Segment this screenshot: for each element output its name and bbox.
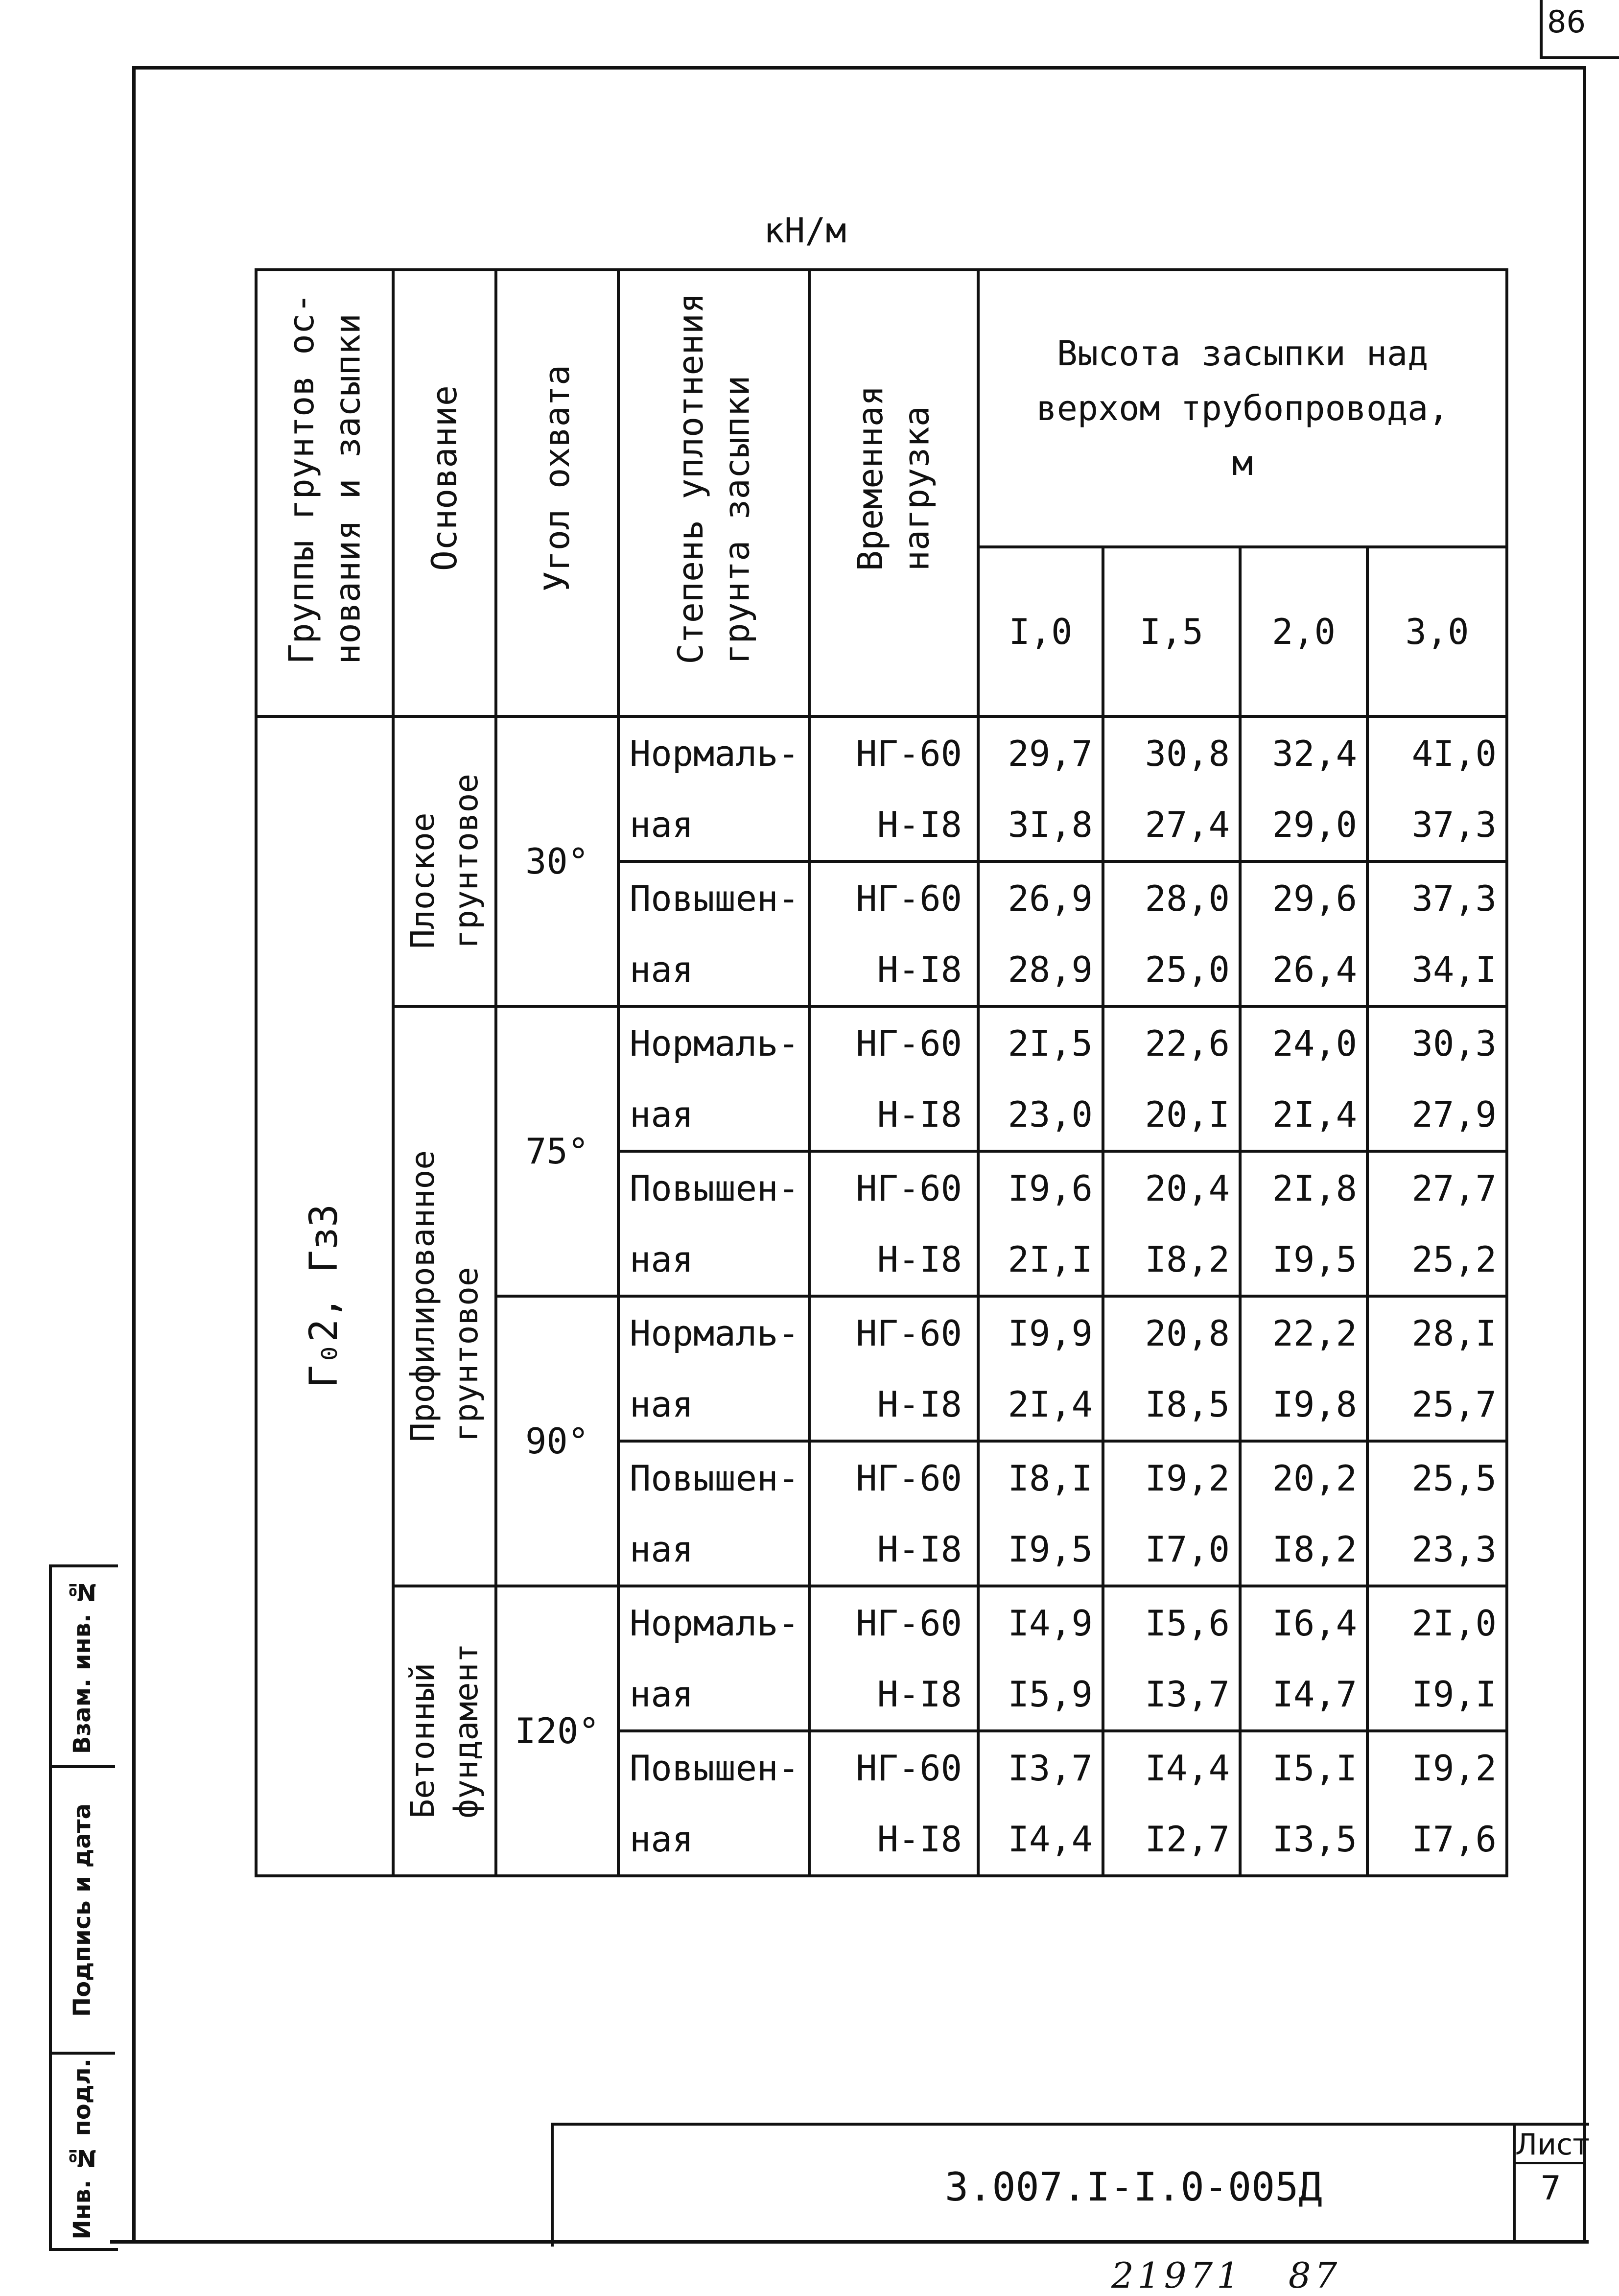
base-label: Бетонный фундамент bbox=[403, 1643, 485, 1819]
value-cell: 3I,8 bbox=[978, 789, 1103, 861]
header-group bbox=[256, 270, 393, 716]
value-cell: 22,6 bbox=[1103, 1006, 1240, 1079]
value-cell: 4I,0 bbox=[1367, 716, 1507, 789]
compaction-cell: Нормаль- bbox=[618, 716, 809, 789]
compaction-cell: Нормаль- bbox=[618, 1586, 809, 1658]
compaction-cell: ная bbox=[618, 1803, 809, 1876]
sheet-value: 7 bbox=[1540, 2169, 1562, 2208]
load-cell: НГ-60 bbox=[809, 1586, 978, 1658]
value-cell: 26,9 bbox=[978, 861, 1103, 934]
value-cell: I6,4 bbox=[1240, 1586, 1367, 1658]
base-cell-2 bbox=[393, 1006, 496, 1586]
value-cell: 26,4 bbox=[1240, 934, 1367, 1006]
value-cell: 29,7 bbox=[978, 716, 1103, 789]
value-cell: I3,7 bbox=[978, 1731, 1103, 1803]
value-cell: I3,5 bbox=[1240, 1803, 1367, 1876]
load-cell: НГ-60 bbox=[809, 1296, 978, 1369]
value-cell: I4,7 bbox=[1240, 1658, 1367, 1731]
load-cell: Н-I8 bbox=[809, 934, 978, 1006]
document-code: 3.007.I-I.0-005Д bbox=[945, 2164, 1322, 2210]
sheet-number: 86 bbox=[1547, 4, 1586, 40]
compaction-cell: Повышен- bbox=[618, 1441, 809, 1514]
compaction-cell: Повышен- bbox=[618, 1731, 809, 1803]
inv-orig-label: Инв. № подл. bbox=[68, 2058, 96, 2240]
value-cell: I5,I bbox=[1240, 1731, 1367, 1803]
signature-date-label: Подпись и дата bbox=[68, 1803, 96, 2017]
load-cell: Н-I8 bbox=[809, 1079, 978, 1151]
angle-cell-4: I20° bbox=[496, 1586, 618, 1876]
header-angle-text: Угол охвата bbox=[537, 365, 577, 592]
header-base-text: Основание bbox=[424, 385, 465, 571]
value-cell: 25,5 bbox=[1367, 1441, 1507, 1514]
base-cell-3 bbox=[393, 1586, 496, 1876]
table-row bbox=[256, 716, 1507, 789]
header-load bbox=[809, 270, 978, 716]
group-value: Г₀2, Гз3 bbox=[302, 1204, 347, 1388]
value-cell: 27,9 bbox=[1367, 1079, 1507, 1151]
value-cell: I4,4 bbox=[1103, 1731, 1240, 1803]
compaction-cell: Повышен- bbox=[618, 861, 809, 934]
compaction-cell: Нормаль- bbox=[618, 1296, 809, 1369]
header-height-3: 2,0 bbox=[1240, 547, 1367, 716]
header-height-1: I,0 bbox=[978, 547, 1103, 716]
angle-cell-3: 90° bbox=[496, 1296, 618, 1586]
value-cell: I8,5 bbox=[1103, 1369, 1240, 1441]
side-stamp-cell-orig bbox=[49, 2055, 115, 2243]
value-cell: 2I,I bbox=[978, 1224, 1103, 1296]
value-cell: 30,8 bbox=[1103, 716, 1240, 789]
value-cell: 29,6 bbox=[1240, 861, 1367, 934]
value-cell: I5,9 bbox=[978, 1658, 1103, 1731]
value-cell: 2I,4 bbox=[1240, 1079, 1367, 1151]
compaction-cell: ная bbox=[618, 789, 809, 861]
value-cell: I7,6 bbox=[1367, 1803, 1507, 1876]
value-cell: 25,7 bbox=[1367, 1369, 1507, 1441]
header-group-text: Группы грунтов ос- нования и засыпки bbox=[281, 292, 368, 664]
compaction-cell: Повышен- bbox=[618, 1151, 809, 1224]
value-cell: I9,5 bbox=[1240, 1224, 1367, 1296]
value-cell: I8,2 bbox=[1240, 1514, 1367, 1586]
value-cell: 25,2 bbox=[1367, 1224, 1507, 1296]
group-cell bbox=[256, 716, 393, 1876]
value-cell: I4,4 bbox=[978, 1803, 1103, 1876]
table-row bbox=[256, 1006, 1507, 1079]
compaction-cell: ная bbox=[618, 1224, 809, 1296]
frame-right-line bbox=[1583, 66, 1586, 2244]
angle-cell-1: 30° bbox=[496, 716, 618, 1006]
value-cell: 32,4 bbox=[1240, 716, 1367, 789]
compaction-cell: Нормаль- bbox=[618, 1006, 809, 1079]
compaction-cell: ная bbox=[618, 1369, 809, 1441]
header-height-2: I,5 bbox=[1103, 547, 1240, 716]
table-row bbox=[256, 1586, 1507, 1658]
value-cell: 20,2 bbox=[1240, 1441, 1367, 1514]
angle-cell-2: 75° bbox=[496, 1006, 618, 1296]
load-cell: Н-I8 bbox=[809, 1803, 978, 1876]
value-cell: 27,7 bbox=[1367, 1151, 1507, 1224]
inv-replace-label: Взам. инв. № bbox=[68, 1578, 96, 1754]
header-load-text: Временная нагрузка bbox=[850, 385, 937, 571]
header-base bbox=[393, 270, 496, 716]
value-cell: 29,0 bbox=[1240, 789, 1367, 861]
load-table bbox=[255, 268, 1508, 1877]
value-cell: 2I,4 bbox=[978, 1369, 1103, 1441]
frame-left-line bbox=[132, 66, 136, 2240]
base-wrap bbox=[395, 718, 494, 1005]
value-cell: I7,0 bbox=[1103, 1514, 1240, 1586]
base-cell-1 bbox=[393, 716, 496, 1006]
value-cell: 28,I bbox=[1367, 1296, 1507, 1369]
load-cell: НГ-60 bbox=[809, 861, 978, 934]
load-cell: НГ-60 bbox=[809, 1441, 978, 1514]
load-cell: НГ-60 bbox=[809, 1731, 978, 1803]
side-stamp-cell-replace bbox=[49, 1567, 115, 1765]
value-cell: 37,3 bbox=[1367, 789, 1507, 861]
value-cell: 25,0 bbox=[1103, 934, 1240, 1006]
load-cell: Н-I8 bbox=[809, 1224, 978, 1296]
header-compaction bbox=[618, 270, 809, 716]
value-cell: I9,9 bbox=[978, 1296, 1103, 1369]
value-cell: I2,7 bbox=[1103, 1803, 1240, 1876]
value-cell: 20,8 bbox=[1103, 1296, 1240, 1369]
base-label: Профилированное грунтовое bbox=[403, 1150, 485, 1443]
value-cell: 2I,8 bbox=[1240, 1151, 1367, 1224]
value-cell: I3,7 bbox=[1103, 1658, 1240, 1731]
compaction-cell: ная bbox=[618, 1079, 809, 1151]
base-wrap bbox=[395, 1587, 494, 1874]
value-cell: I9,5 bbox=[978, 1514, 1103, 1586]
value-cell: 20,I bbox=[1103, 1079, 1240, 1151]
base-wrap bbox=[395, 1008, 494, 1585]
value-cell: I5,6 bbox=[1103, 1586, 1240, 1658]
value-cell: I9,6 bbox=[978, 1151, 1103, 1224]
value-cell: I9,2 bbox=[1367, 1731, 1507, 1803]
value-cell: 23,3 bbox=[1367, 1514, 1507, 1586]
load-cell: Н-I8 bbox=[809, 1514, 978, 1586]
value-cell: 37,3 bbox=[1367, 861, 1507, 934]
compaction-cell: ная bbox=[618, 1658, 809, 1731]
load-cell: Н-I8 bbox=[809, 789, 978, 861]
header-height bbox=[978, 270, 1507, 547]
value-cell: 2I,0 bbox=[1367, 1586, 1507, 1658]
header-height-4: 3,0 bbox=[1367, 547, 1507, 716]
value-cell: I9,8 bbox=[1240, 1369, 1367, 1441]
value-cell: 24,0 bbox=[1240, 1006, 1367, 1079]
compaction-cell: ная bbox=[618, 934, 809, 1006]
group-wrap bbox=[258, 718, 392, 1874]
load-cell: Н-I8 bbox=[809, 1369, 978, 1441]
side-stamp-cell-signature bbox=[49, 1768, 115, 2052]
compaction-cell: ная bbox=[618, 1514, 809, 1586]
base-label: Плоское грунтовое bbox=[403, 774, 485, 949]
value-cell: 34,I bbox=[1367, 934, 1507, 1006]
value-cell: 30,3 bbox=[1367, 1006, 1507, 1079]
sheet-label: Лист bbox=[1515, 2128, 1586, 2164]
value-cell: 2I,5 bbox=[978, 1006, 1103, 1079]
header-height-text: Высота засыпки над верхом трубопровода, м bbox=[1036, 333, 1449, 483]
value-cell: 23,0 bbox=[978, 1079, 1103, 1151]
frame-top-line bbox=[132, 66, 1586, 70]
value-cell: 28,9 bbox=[978, 934, 1103, 1006]
value-cell: 20,4 bbox=[1103, 1151, 1240, 1224]
load-cell: Н-I8 bbox=[809, 1658, 978, 1731]
value-cell: 22,2 bbox=[1240, 1296, 1367, 1369]
load-cell: НГ-60 bbox=[809, 1151, 978, 1224]
value-cell: 28,0 bbox=[1103, 861, 1240, 934]
value-cell: 27,4 bbox=[1103, 789, 1240, 861]
value-cell: I8,I bbox=[978, 1441, 1103, 1514]
unit-label: кН/м bbox=[764, 211, 846, 251]
value-cell: I9,I bbox=[1367, 1658, 1507, 1731]
value-cell: I4,9 bbox=[978, 1586, 1103, 1658]
load-cell: НГ-60 bbox=[809, 1006, 978, 1079]
archive-numbers: 21971 87 bbox=[1111, 2255, 1341, 2296]
header-compaction-text: Степень уплотнения грунта засыпки bbox=[670, 292, 757, 664]
load-cell: НГ-60 bbox=[809, 716, 978, 789]
value-cell: I8,2 bbox=[1103, 1224, 1240, 1296]
header-angle bbox=[496, 270, 618, 716]
value-cell: I9,2 bbox=[1103, 1441, 1240, 1514]
